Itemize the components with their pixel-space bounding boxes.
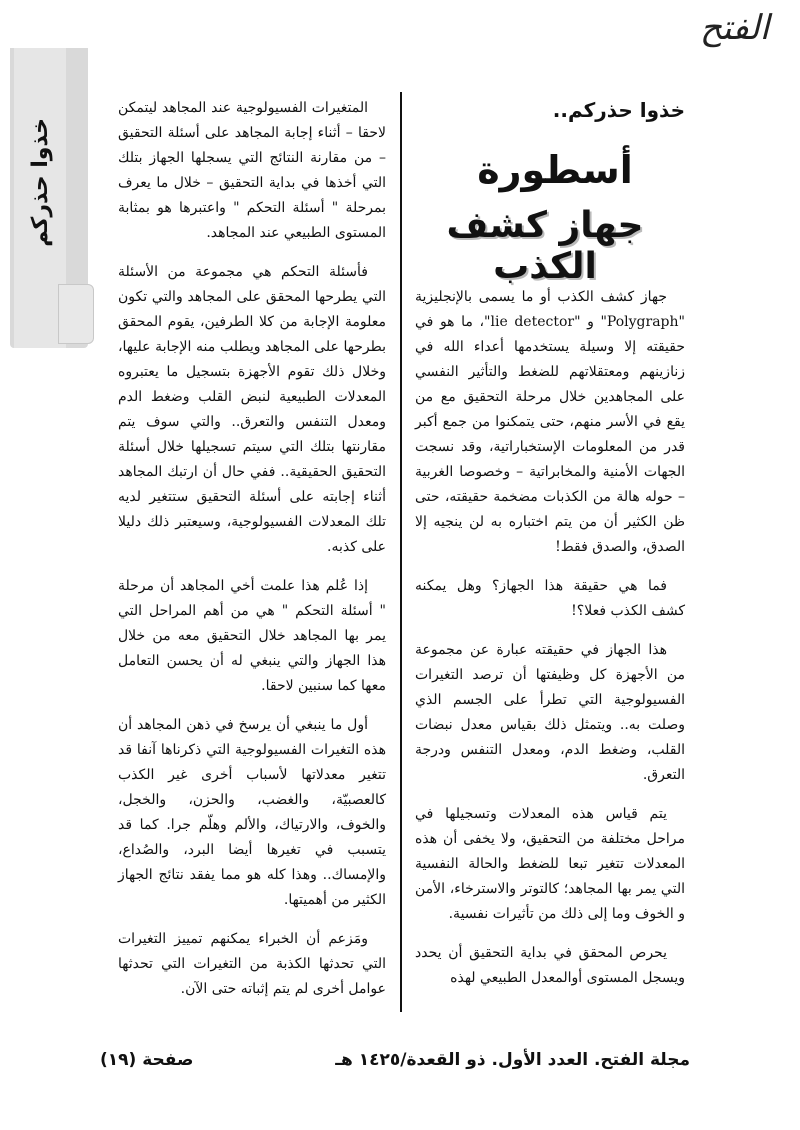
logo-text: الفتح xyxy=(700,8,770,48)
side-tab-label: خذوا حذركم xyxy=(28,118,53,247)
paragraph: فما هي حقيقة هذا الجهاز؟ وهل يمكنه كشف الكذب فعلا؟! xyxy=(415,578,685,619)
left-column xyxy=(118,96,386,1016)
column-divider xyxy=(400,92,402,1012)
paragraph: فأسئلة التحكم هي مجموعة من الأسئلة التي يطرحها المحقق على المجاهد والتي تكون معلومة الإجابة من كلا الطرفين، يقوم المحقق بطرحها على المجاهد ويطلب منه الإجابة عليها، وخلال ذلك تقوم الأجهزة بتسجيل ما يعتبروه المعدلات الطبيعية لنبض القلب وضغط الدم ومعدل التنفس والتعرق.. والتي سوف يتم مقارنتها بتلك التي سيتم تسجيلها خلال أسئلة التحقيق الحقيقية.. ففي حال أن ارتبك المجاهد أثناء إجابته على أسئلة التحقيق ستتغير لديه تلك المعدلات الفسيولوجية، وسيعتبر ذلك دليلا على كذبه. xyxy=(118,264,386,555)
right-column xyxy=(415,285,685,1005)
article-title-line1: أسطورة xyxy=(477,148,633,192)
section-label: خذوا حذركم.. xyxy=(552,98,685,122)
paragraph: ومَزعم أن الخبراء يمكنهم تمييز التغيرات التي تحدثها الكذبة من التغيرات التي تحدثها عوامل أخرى لم يتم إثباته حتى الآن. xyxy=(118,931,386,997)
side-tab xyxy=(10,48,88,348)
article-title-line2: جهاز كشف الكذب xyxy=(446,205,644,287)
paragraph: يتم قياس هذه المعدلات وتسجيلها في مراحل مختلفة من التحقيق، ولا يخفى أن هذه المعدلات تتغير تبعا للضغط والحالة النفسية التي يمر بها المجاهد؛ كالتوتر والاسترخاء، الأمن و الخوف وما إلى ذلك من تأثيرات نفسية. xyxy=(415,806,685,922)
paragraph: هذا الجهاز في حقيقته عبارة عن مجموعة من الأجهزة كل وظيفتها أن ترصد التغيرات الفسيولوجية التي تطرأ على الجسم الذي وصلت به.. ويتمثل ذلك بقياس معدل نبضات القلب، وضغط الدم، ومعدل التنفس ودرجة التعرق. xyxy=(415,642,685,783)
paragraph: إذا عُلم هذا علمت أخي المجاهد أن مرحلة " أسئلة التحكم " هي من أهم المراحل التي يمر بها المجاهد خلال التحقيق معه من خلال هذا الجهاز والتي ينبغي له أن يحسن التعامل معها كما سنبين لاحقا. xyxy=(118,578,386,694)
paragraph: يحرص المحقق في بداية التحقيق أن يحدد ويسجل المستوى أوالمعدل الطبيعي لهذه xyxy=(415,945,685,986)
footer-page-number: صفحة (١٩) xyxy=(100,1050,194,1070)
side-tab-handle xyxy=(58,284,94,344)
magazine-logo xyxy=(700,8,778,88)
paragraph: أول ما ينبغي أن يرسخ في ذهن المجاهد أن هذه التغيرات الفسيولوجية التي ذكرناها آنفا قد تتغير معدلاتها لأسباب أخرى غير الكذب كالعصبيّة، والغضب، والحزن، والخجل، والخوف، والارتياك، والألم وهلّم جرا. كما قد يتسبب في تغيرها أيضا البرد، والصُداع، والإمساك.. وهذا كله هو مما يفقد نتائج الجهاز الكثير من أهميتها. xyxy=(118,717,386,908)
paragraph: المتغيرات الفسيولوجية عند المجاهد ليتمكن لاحقا – أثناء إجابة المجاهد على أسئلة التحقيق – من مقارنة النتائج التي يسجلها الجهاز بتلك التي أخذها في بداية التحقيق – خلال ما يعرف بمرحلة " أسئلة التحكم " واعتبرها هو بمثابة المستوى الطبيعي عند المجاهد. xyxy=(118,100,386,241)
paragraph: جهاز كشف الكذب أو ما يسمى بالإنجليزية "Polygraph" و "lie detector"، ما هو في حقيقته إلا وسيلة يستخدمها أعداء الله في زنازينهم ومعتقلاتهم للضغط والتأثير النفسي على المجاهدين خلال مرحلة التحقيق مع من يقع في الأسر منهم، حتى يتمكنوا من جمع أكبر قدر من المعلومات الإستخباراتية، وقد نسجت الجهات الأمنية والمخابراتية – وخصوصا الغربية – حوله هالة من الكذبات مضخمة حقيقته، حتى ظن الكثير أن من يتم اختباره به لن ينجيه إلا الصدق، والصدق فقط! xyxy=(415,289,685,555)
footer-magazine-info: مجلة الفتح. العدد الأول. ذو القعدة/١٤٢٥ هـ xyxy=(335,1050,690,1070)
